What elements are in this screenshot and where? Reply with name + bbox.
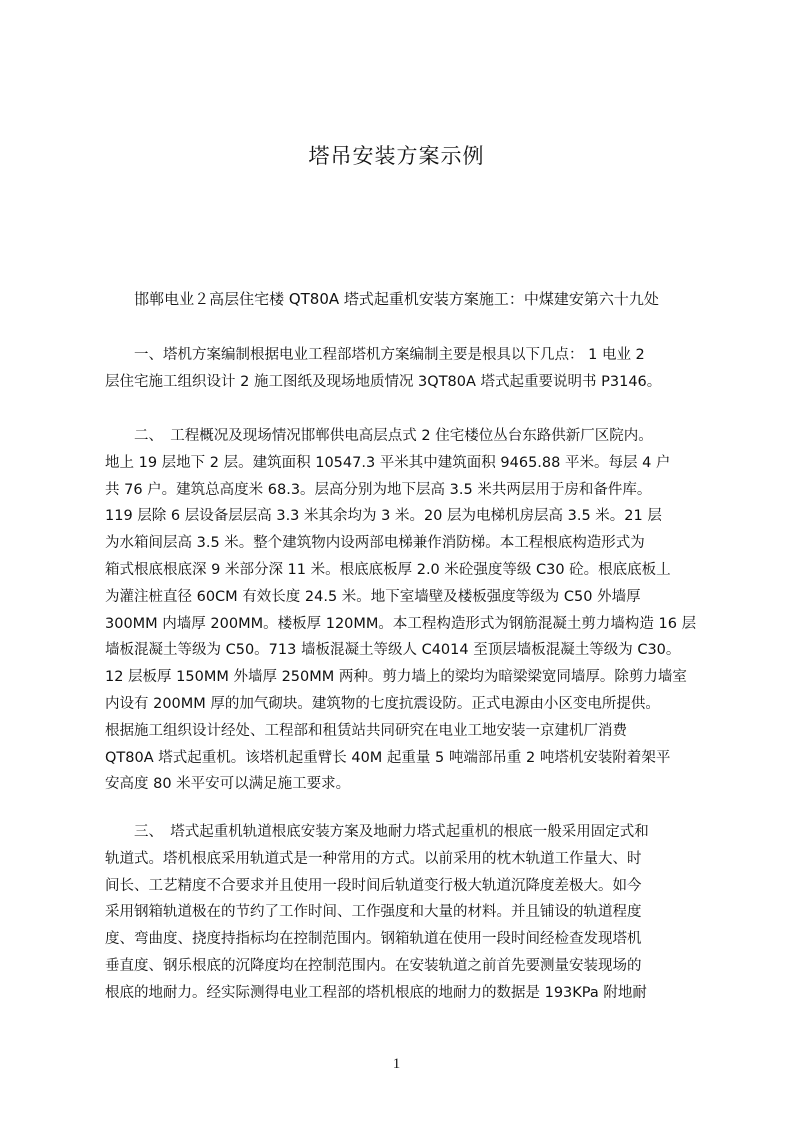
text-line: 三、 塔式起重机轨道根底安装方案及地耐力塔式起重机的根底一般采用固定式和 [105, 824, 649, 840]
text-line: QT80A 塔式起重机。该塔机起重臂长 40M 起重量 5 吨端部吊重 2 吨塔机安装附着架平 [105, 749, 671, 766]
text-line: 地上 19 层地下 2 层。建筑面积 10547.3 平米其中建筑面积 9465.88 平米。每层 4 户 [105, 454, 671, 471]
text-line: 119 层除 6 层设备层层高 3.3 米其余均为 3 米。20 层为电梯机房层高 3.5 米。21 层 [105, 508, 662, 525]
text-line: 根底的地耐力。经实际测得电业工程部的塔机根底的地耐力的数据是 193KPa 附地耐 [105, 984, 647, 1001]
paragraph-1 [105, 342, 709, 396]
text-line: 二、 工程概况及现场情况邯郸供电高层点式 2 住宅楼位丛台东路供新厂区院内。 [105, 428, 653, 444]
text-line: 12 层板厚 150MM 外墙厚 250MM 两种。剪力墙上的梁均为暗梁梁宽同墙厚。除剪力墙室 [105, 669, 687, 686]
paragraph-3 [105, 819, 709, 1007]
text-line: 垂直度、钢乐根底的沉降度均在控制范围内。在安装轨道之前首先要测量安装现场的 [105, 957, 642, 974]
document-title: 塔吊安装方案示例 [308, 144, 485, 168]
text-line: 一、塔机方案编制根据电业工程部塔机方案编制主要是根具以下几点： 1 电业 2 [105, 347, 645, 363]
text-line: 轨道式。塔机根底采用轨道式是一种常用的方式。以前采用的枕木轨道工作量大、时 [105, 850, 642, 867]
document-subtitle: 邯郸电业２高层住宅楼 QT80A 塔式起重机安装方案施工：中煤建安第六十九处 [134, 290, 659, 308]
text-line: 内设有 200MM 厚的加气砌块。建筑物的七度抗震设防。正式电源由小区变电所提供。 [105, 695, 660, 712]
text-line: 共 76 户。建筑总高度米 68.3。层高分别为地下层高 3.5 米共两层用于房和备件库。 [105, 481, 652, 498]
text-line: 采用钢箱轨道极在的节约了工作时间、工作强度和大量的材料。并且铺设的轨道程度 [105, 904, 642, 921]
page-number: 1 [392, 1056, 401, 1072]
text-line: 墙板混凝土等级为 C50。713 墙板混凝土等级人 C4014 至顶层墙板混凝土等级为 C30。 [105, 642, 681, 659]
text-line: 根据施工组织设计经处、工程部和租赁站共同研究在电业工地安装一京建机厂消费 [105, 722, 627, 739]
text-line: 为水箱间层高 3.5 米。整个建筑物内设两部电梯兼作消防梯。本工程根底构造形式为 [105, 535, 645, 552]
text-line: 箱式根底根底深 9 米部分深 11 米。根底底板厚 2.0 米砼强度等级 C30 砼。根底底板丄 [105, 561, 671, 578]
text-line: 安高度 80 米平安可以满足施工要求。 [105, 776, 351, 793]
text-line: 为灌注桩直径 60CM 有效长度 24.5 米。地下室墙壁及楼板强度等级为 C50 外墙厚 [105, 588, 641, 605]
text-line: 层住宅施工组织设计 2 施工图纸及现场地质情况 3QT80A 塔式起重要说明书 P3146。 [105, 373, 662, 390]
paragraph-2 [105, 423, 709, 798]
text-line: 度、弯曲度、挠度持指标均在控制范围内。钢箱轨道在使用一段时间经检查发现塔机 [105, 931, 642, 948]
text-line: 300MM 内墙厚 200MM。楼板厚 120MM。本工程构造形式为钢筋混凝土剪力墙构造 16 层 [105, 615, 697, 632]
text-line: 间长、工艺精度不合要求并且使用一段时间后轨道变行极大轨道沉降度差极大。如今 [105, 877, 642, 894]
